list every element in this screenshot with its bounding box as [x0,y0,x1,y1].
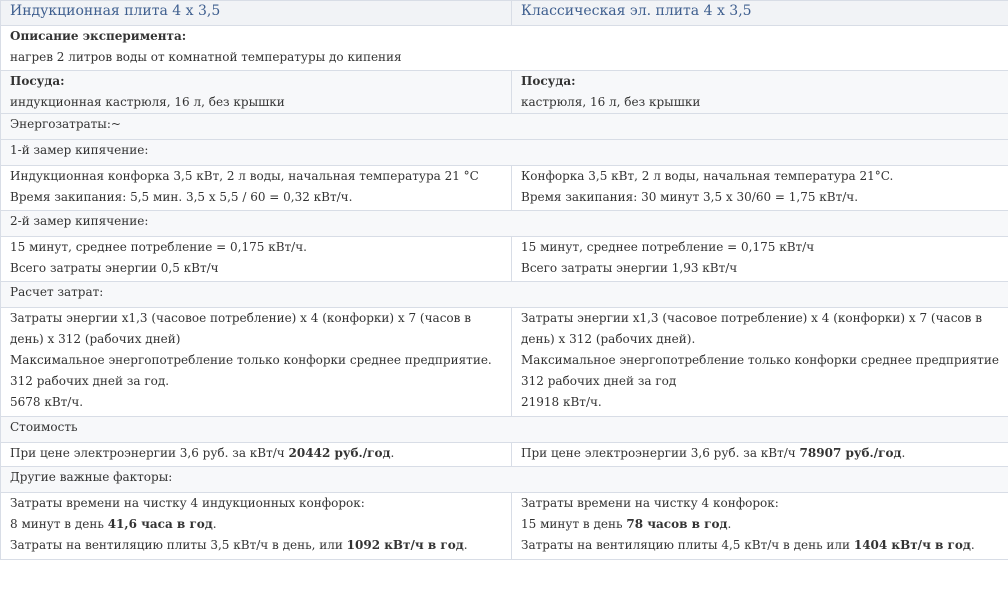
cost-left-suffix: . [390,446,395,460]
other-left-line3-prefix: Затраты на вентиляцию плиты 3,5 кВт/ч в день, или [10,538,347,552]
other-right-line3-bold: 1404 кВт/ч в год [853,538,971,552]
other-left-line2-prefix: 8 минут в день [10,517,108,531]
calc-right-formula: Затраты энергии х1,3 (часовое потребление) х 4 (конфорки) х 7 (часов в день) х 312 (рабочих дней). [521,311,982,346]
other-right-line2-bold: 78 часов в год [626,517,728,531]
other-left-line2 [10,514,502,535]
section-measure1 [1,140,1008,166]
cost-left-value: 20442 руб./год [288,446,391,460]
header-classic: Классическая эл. плита 4 х 3,5 [512,1,1008,26]
other-left-line3-suffix: . [463,538,468,552]
section-measure2-title: 2-й замер кипячение: [1,211,1008,237]
cost-right-value: 78907 руб./год [799,446,902,460]
measure2-row [1,237,1008,282]
section-measure1-title: 1-й замер кипячение: [1,140,1008,166]
calc-left-days: 312 рабочих дней за год. [10,374,170,388]
section-calc-title: Расчет затрат: [1,282,1008,308]
header-row [1,1,1008,26]
cost-row [1,443,1008,467]
other-right-line3-prefix: Затраты на вентиляцию плиты 4,5 кВт/ч в день или [521,538,854,552]
section-cost-title: Стоимость [1,417,1008,443]
other-right-line2-suffix: . [727,517,732,531]
calc-left-note: Максимальное энергопотребление только конфорки среднее предприятие. [10,353,492,367]
measure1-right-line2: Время закипания: 30 минут 3,5 х 30/60 = 1,75 кВт/ч. [521,190,859,204]
section-energy [1,114,1008,140]
section-measure2 [1,211,1008,237]
measure2-right-line2: Всего затраты энергии 1,93 кВт/ч [521,261,738,275]
other-right-line3-suffix: . [970,538,975,552]
measure1-left-line1: Индукционная конфорка 3,5 кВт, 2 л воды, начальная температура 21 °C [10,169,479,183]
description-row [1,26,1008,71]
other-left-line1: Затраты времени на чистку 4 индукционных конфорок: [10,496,365,510]
measure1-left-line2: Время закипания: 5,5 мин. 3,5 х 5,5 / 60 = 0,32 кВт/ч. [10,190,353,204]
other-row [1,493,1008,560]
cost-left-prefix: При цене электроэнергии 3,6 руб. за кВт/ч [10,446,289,460]
section-other-title: Другие важные факторы: [1,467,1008,493]
section-other [1,467,1008,493]
other-left-line3-bold: 1092 кВт/ч в год [346,538,464,552]
cost-right-suffix: . [901,446,906,460]
measure2-left-line2: Всего затраты энергии 0,5 кВт/ч [10,261,219,275]
other-right-line2-prefix: 15 минут в день [521,517,627,531]
calc-left-formula: Затраты энергии х1,3 (часовое потребление) х 4 (конфорки) х 7 (часов в день) х 312 (рабочих дней) [10,311,471,346]
description-label: Описание эксперимента: [10,29,187,43]
calc-right-total: 21918 кВт/ч. [521,395,602,409]
measure2-left-line1: 15 минут, среднее потребление = 0,175 кВт/ч. [10,240,307,254]
cookware-row [1,71,1008,114]
description-text: нагрев 2 литров воды от комнатной температуры до кипения [10,50,402,64]
cookware-text-left: индукционная кастрюля, 16 л, без крышки [10,95,285,109]
cookware-label-left: Посуда: [10,74,65,88]
other-right-line1: Затраты времени на чистку 4 конфорок: [521,496,779,510]
calc-left-total: 5678 кВт/ч. [10,395,84,409]
section-cost [1,417,1008,443]
measure1-right-line1: Конфорка 3,5 кВт, 2 л воды, начальная температура 21°C. [521,169,894,183]
header-induction: Индукционная плита 4 х 3,5 [1,1,512,26]
cost-right-prefix: При цене электроэнергии 3,6 руб. за кВт/ч [521,446,800,460]
calc-right-days: 312 рабочих дней за год [521,374,677,388]
cookware-text-right: кастрюля, 16 л, без крышки [521,95,701,109]
other-right-line2 [521,514,999,535]
section-energy-title: Энергозатраты:~ [1,114,1008,140]
calc-right-note: Максимальное энергопотребление только конфорки среднее предприятие [521,353,999,367]
other-left-line2-suffix: . [212,517,217,531]
other-left-line3 [10,535,502,556]
other-right-line3 [521,535,999,556]
cookware-label-right: Посуда: [521,74,576,88]
measure2-right-line1: 15 минут, среднее потребление = 0,175 кВт/ч [521,240,815,254]
measure1-row [1,166,1008,211]
other-left-line2-bold: 41,6 часа в год [107,517,213,531]
calc-row [1,308,1008,417]
section-calc [1,282,1008,308]
